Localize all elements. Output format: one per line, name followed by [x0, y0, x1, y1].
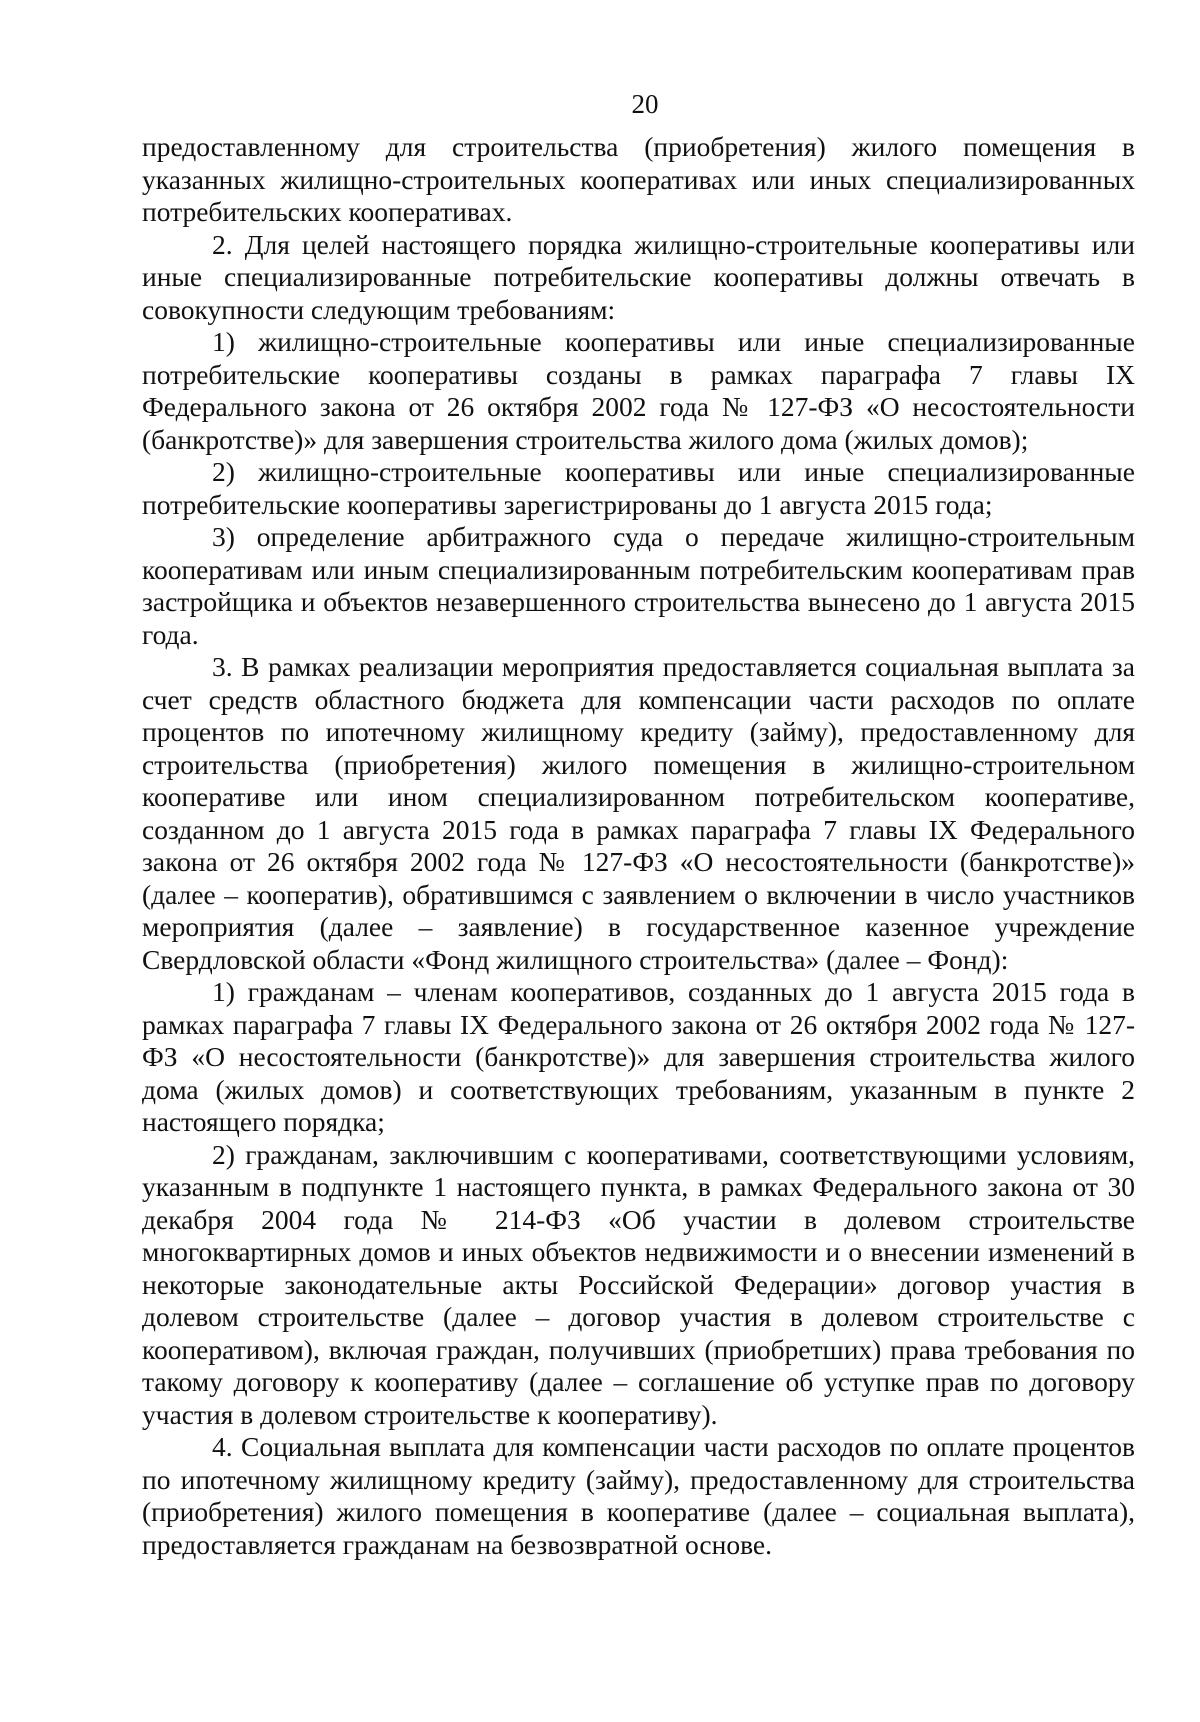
- page-number: 20: [631, 89, 659, 119]
- document-body: [142, 131, 1135, 1561]
- paragraph-2-item-1: 1) жилищно-строительные кооперативы или иные специализированные потребительские кооперативы созданы в рамках параграфа 7 главы IX Федерального закона от 26 октября 2002 года № 127-ФЗ «О несостоятельности (банкротстве)» для завершения строительства жилого дома (жилых домов);: [142, 326, 1135, 455]
- paragraph-4-nonrefundable: 4. Социальная выплата для компенсации части расходов по оплате процентов по ипотечному жилищному кредиту (займу), предоставленному для строительства (приобретения) жилого помещения в кооперативе (далее – социальная выплата), предоставляется гражданам на безвозвратной основе.: [142, 1431, 1135, 1560]
- paragraph-2-requirements: 2. Для целей настоящего порядка жилищно-строительные кооперативы или иные специализированные потребительские кооперативы должны отвечать в совокупности следующим требованиям:: [142, 228, 1135, 325]
- paragraph-2-item-3: 3) определение арбитражного суда о передаче жилищно-строительным кооперативам или иным специализированным потребительским кооперативам прав застройщика и объектов незавершенного строительства вынесено до 1 августа 2015 года.: [142, 521, 1135, 650]
- paragraph-2-item-2: 2) жилищно-строительные кооперативы или иные специализированные потребительские кооперативы зарегистрированы до 1 августа 2015 года;: [142, 456, 1135, 520]
- paragraph-3-item-2: 2) гражданам, заключившим с кооперативами, соответствующими условиям, указанным в подпункте 1 настоящего пункта, в рамках Федерального закона от 30 декабря 2004 года № 214-ФЗ «Об участии в долевом строительстве многоквартирных домов и иных объектов недвижимости и о внесении изменений в некоторые законодательные акты Российской Федерации» договор участия в долевом строительстве (далее – договор участия в долевом строительстве с кооперативом), включая граждан, получивших (приобретших) права требования по такому договору к кооперативу (далее – соглашение об уступке прав по договору участия в долевом строительстве к кооперативу).: [142, 1138, 1135, 1430]
- paragraph-continuation: предоставленному для строительства (приобретения) жилого помещения в указанных жилищно-строительных кооперативах или иных специализированных потребительских кооперативах.: [142, 131, 1135, 227]
- paragraph-3-item-1: 1) гражданам – членам кооперативов, созданных до 1 августа 2015 года в рамках параграфа 7 главы IX Федерального закона от 26 октября 2002 года № 127-ФЗ «О несостоятельности (банкротстве)» для завершения строительства жилого дома (жилых домов) и соответствующих требованиям, указанным в пункте 2 настоящего порядка;: [142, 976, 1135, 1137]
- paragraph-3-social-payment: 3. В рамках реализации мероприятия предоставляется социальная выплата за счет средств областного бюджета для компенсации части расходов по оплате процентов по ипотечному жилищному кредиту (займу), предоставленному для строительства (приобретения) жилого помещения в жилищно-строительном кооперативе или ином специализированном потребительском кооперативе, созданном до 1 августа 2015 года в рамках параграфа 7 главы IX Федерального закона от 26 октября 2002 года № 127-ФЗ «О несостоятельности (банкротстве)» (далее – кооператив), обратившимся с заявлением о включении в число участников мероприятия (далее – заявление) в государственное казенное учреждение Свердловской области «Фонд жилищного строительства» (далее – Фонд):: [142, 651, 1135, 975]
